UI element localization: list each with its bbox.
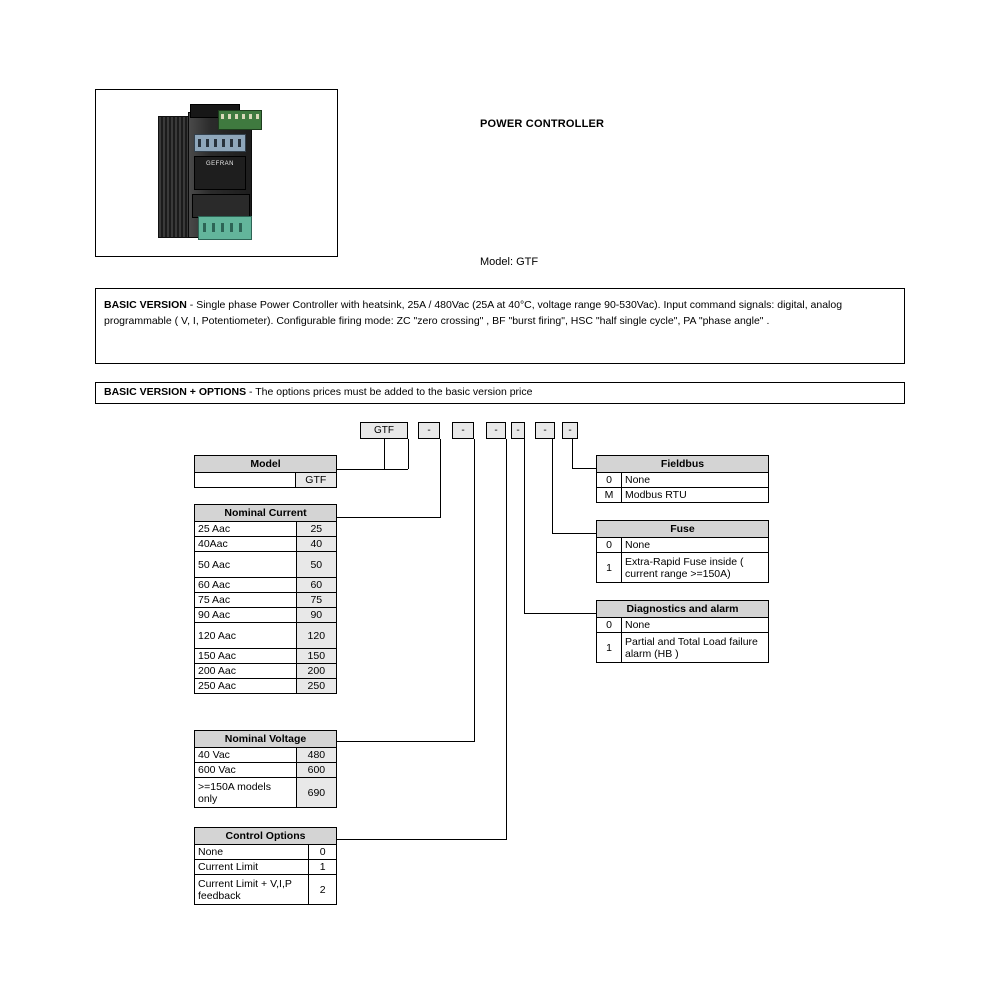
- diagnostics-label: None: [622, 618, 769, 633]
- fuse-label: Extra-Rapid Fuse inside ( current range >=150A): [622, 553, 769, 583]
- current-code: 90: [296, 608, 336, 623]
- current-label: 25 Aac: [195, 522, 297, 537]
- current-label: 60 Aac: [195, 578, 297, 593]
- code-separator-4: -: [511, 422, 525, 439]
- current-code: 200: [296, 664, 336, 679]
- table-row[interactable]: [195, 608, 337, 623]
- table-nominal-voltage: [194, 730, 337, 808]
- table-row[interactable]: [195, 679, 337, 694]
- table-row[interactable]: [597, 553, 769, 583]
- connector-line: [572, 468, 596, 469]
- top-terminal-block: [218, 110, 262, 130]
- current-label: 90 Aac: [195, 608, 297, 623]
- table-fieldbus-header: Fieldbus: [597, 456, 769, 473]
- connector-line: [337, 517, 441, 518]
- table-row[interactable]: [195, 664, 337, 679]
- table-row[interactable]: [195, 552, 337, 578]
- current-code: 50: [296, 552, 336, 578]
- voltage-label: 40 Vac: [195, 748, 297, 763]
- code-separator-6: -: [562, 422, 578, 439]
- table-fuse-header: Fuse: [597, 521, 769, 538]
- table-model-header: Model: [195, 456, 337, 473]
- table-row[interactable]: [195, 875, 337, 905]
- table-row[interactable]: [597, 488, 769, 503]
- table-row[interactable]: [195, 623, 337, 649]
- connector-line: [337, 469, 408, 470]
- control-code: 1: [309, 860, 337, 875]
- connector-line: [552, 439, 553, 533]
- bottom-terminal-block: [198, 216, 252, 240]
- connector-line: [440, 439, 441, 517]
- voltage-label: >=150A models only: [195, 778, 297, 808]
- current-code: 25: [296, 522, 336, 537]
- device-illustration: [158, 104, 263, 240]
- table-model: [194, 455, 337, 488]
- control-label: Current Limit + V,I,P feedback: [195, 875, 309, 905]
- table-row[interactable]: [195, 763, 337, 778]
- current-label: 75 Aac: [195, 593, 297, 608]
- table-row[interactable]: [195, 845, 337, 860]
- product-image: [95, 89, 338, 257]
- fieldbus-code: 0: [597, 473, 622, 488]
- table-diagnostics-and-alarm: [596, 600, 769, 663]
- current-label: 200 Aac: [195, 664, 297, 679]
- basic-version-text: - Single phase Power Controller with heatsink, 25A / 480Vac (25A at 40°C, voltage range 90-530Vac). Input command signals: digital, analog programmable ( V, I, Potentiometer). Configurable firing mode: ZC "zero crossing" , BF "burst firing", HSC "half single cycle", PA "phase angle" .: [104, 299, 843, 327]
- current-label: 40Aac: [195, 537, 297, 552]
- table-row[interactable]: [195, 860, 337, 875]
- table-control-options-header: Control Options: [195, 828, 337, 845]
- code-prefix-gtf: GTF: [360, 422, 408, 439]
- control-code: 0: [309, 845, 337, 860]
- connector-line: [384, 439, 385, 469]
- table-row[interactable]: [195, 522, 337, 537]
- current-label: 150 Aac: [195, 649, 297, 664]
- table-row[interactable]: [597, 618, 769, 633]
- diagnostics-code: 1: [597, 633, 622, 663]
- table-row[interactable]: [195, 593, 337, 608]
- fieldbus-label: None: [622, 473, 769, 488]
- current-code: 120: [296, 623, 336, 649]
- code-separator-3: -: [486, 422, 506, 439]
- current-code: 150: [296, 649, 336, 664]
- table-control-options: [194, 827, 337, 905]
- fieldbus-code: M: [597, 488, 622, 503]
- voltage-code: 480: [296, 748, 336, 763]
- device-lower-body: [192, 194, 250, 218]
- connector-line: [506, 439, 507, 839]
- current-label: 250 Aac: [195, 679, 297, 694]
- table-row[interactable]: [597, 538, 769, 553]
- basic-version-options-box: [95, 382, 905, 404]
- code-separator-5: -: [535, 422, 555, 439]
- connector-line: [572, 439, 573, 468]
- table-row[interactable]: [195, 473, 337, 488]
- current-label: 50 Aac: [195, 552, 297, 578]
- connector-line: [474, 439, 475, 741]
- table-row[interactable]: [195, 748, 337, 763]
- table-row[interactable]: [597, 633, 769, 663]
- table-row[interactable]: [195, 778, 337, 808]
- table-row[interactable]: [195, 537, 337, 552]
- model-row-label: [195, 473, 296, 488]
- table-nominal-current: [194, 504, 337, 694]
- code-separator-2: -: [452, 422, 474, 439]
- current-code: 40: [296, 537, 336, 552]
- voltage-label: 600 Vac: [195, 763, 297, 778]
- basic-options-label: BASIC VERSION + OPTIONS: [104, 386, 247, 398]
- control-label: None: [195, 845, 309, 860]
- model-caption: Model: GTF: [480, 256, 539, 268]
- heatsink-fins: [158, 116, 192, 238]
- model-row-code: GTF: [295, 473, 336, 488]
- voltage-code: 600: [296, 763, 336, 778]
- basic-version-label: BASIC VERSION: [104, 299, 187, 311]
- table-fieldbus: [596, 455, 769, 503]
- control-code: 2: [309, 875, 337, 905]
- diagnostics-label: Partial and Total Load failure alarm (HB ): [622, 633, 769, 663]
- fieldbus-label: Modbus RTU: [622, 488, 769, 503]
- table-diagnostics-header: Diagnostics and alarm: [597, 601, 769, 618]
- control-label: Current Limit: [195, 860, 309, 875]
- code-separator-1: -: [418, 422, 440, 439]
- device-nameplate: [194, 156, 246, 190]
- connector-line: [524, 613, 596, 614]
- connector-line: [337, 839, 507, 840]
- diagnostics-code: 0: [597, 618, 622, 633]
- current-code: 250: [296, 679, 336, 694]
- connector-line: [524, 439, 525, 613]
- basic-version-box: [95, 288, 905, 364]
- table-row[interactable]: [195, 578, 337, 593]
- fuse-label: None: [622, 538, 769, 553]
- table-nominal-voltage-header: Nominal Voltage: [195, 731, 337, 748]
- table-nominal-current-header: Nominal Current: [195, 505, 337, 522]
- current-code: 60: [296, 578, 336, 593]
- table-row[interactable]: [597, 473, 769, 488]
- current-code: 75: [296, 593, 336, 608]
- page-title: POWER CONTROLLER: [480, 118, 605, 130]
- current-label: 120 Aac: [195, 623, 297, 649]
- table-fuse: [596, 520, 769, 583]
- connector-line: [337, 741, 475, 742]
- fuse-code: 0: [597, 538, 622, 553]
- connector-line: [408, 439, 409, 469]
- connector-line: [552, 533, 596, 534]
- brand-label: GEFRAN: [205, 161, 234, 167]
- voltage-code: 690: [296, 778, 336, 808]
- fuse-code: 1: [597, 553, 622, 583]
- table-row[interactable]: [195, 649, 337, 664]
- dip-switch-panel: [194, 134, 246, 152]
- basic-options-text: - The options prices must be added to the basic version price: [246, 386, 533, 398]
